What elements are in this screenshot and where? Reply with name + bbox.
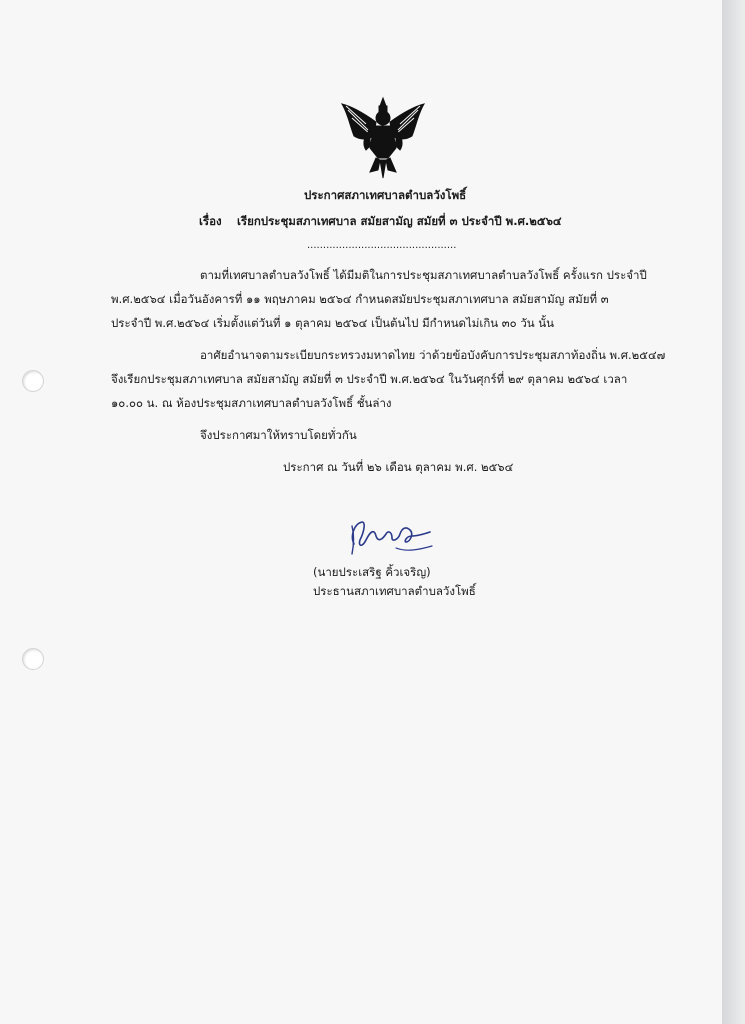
punch-hole-lower	[22, 648, 44, 670]
garuda-emblem-icon	[340, 96, 426, 180]
signatory-name: (นายประเสริฐ คิ้วเจริญ)	[313, 565, 431, 579]
subject-text: เรียกประชุมสภาเทศบาล สมัยสามัญ สมัยที่ ๓ ประจำปี พ.ศ.๒๕๖๔	[237, 214, 562, 228]
punch-hole-upper	[22, 370, 44, 392]
para2-line3: ๑๐.๐๐ น. ณ ห้องประชุมสภาเทศบาลตำบลวังโพธิ์ ชั้นล่าง	[111, 396, 392, 410]
para1-line3: ประจำปี พ.ศ.๒๕๖๔ เริ่มตั้งแต่วันที่ ๑ ตุลาคม ๒๕๖๔ เป็นต้นไป มีกำหนดไม่เกิน ๓๐ วัน นั้น	[111, 316, 555, 330]
para1-line2: พ.ศ.๒๕๖๔ เมื่อวันอังคารที่ ๑๑ พฤษภาคม ๒๕๖๔ กำหนดสมัยประชุมสภาเทศบาล สมัยสามัญ สมัยที่ ๓	[111, 292, 609, 306]
announcement-date: ประกาศ ณ วันที่ ๒๖ เดือน ตุลาคม พ.ศ. ๒๕๖๔	[283, 460, 514, 474]
signatory-position: ประธานสภาเทศบาลตำบลวังโพธิ์	[313, 584, 476, 598]
para2-line2: จึงเรียกประชุมสภาเทศบาล สมัยสามัญ สมัยที่ ๓ ประจำปี พ.ศ.๒๕๖๔ ในวันศุกร์ที่ ๒๙ ตุลาคม ๒๕๖๔ เวลา	[111, 372, 628, 386]
announcement-title: ประกาศสภาเทศบาลตำบลวังโพธิ์	[304, 188, 467, 202]
subject-label: เรื่อง	[199, 214, 222, 228]
scanner-edge	[722, 0, 745, 1024]
para3-text: จึงประกาศมาให้ทราบโดยทั่วกัน	[200, 428, 357, 442]
title-divider: ...............................................	[307, 240, 457, 251]
signature-image	[340, 510, 440, 558]
para1-line1: ตามที่เทศบาลตำบลวังโพธิ์ ได้มีมติในการประชุมสภาเทศบาลตำบลวังโพธิ์ ครั้งแรก ประจำปี	[200, 268, 647, 282]
para2-line1: อาศัยอำนาจตามระเบียบกระทรวงมหาดไทย ว่าด้วยข้อบังคับการประชุมสภาท้องถิ่น พ.ศ.๒๕๔๗	[200, 348, 666, 362]
